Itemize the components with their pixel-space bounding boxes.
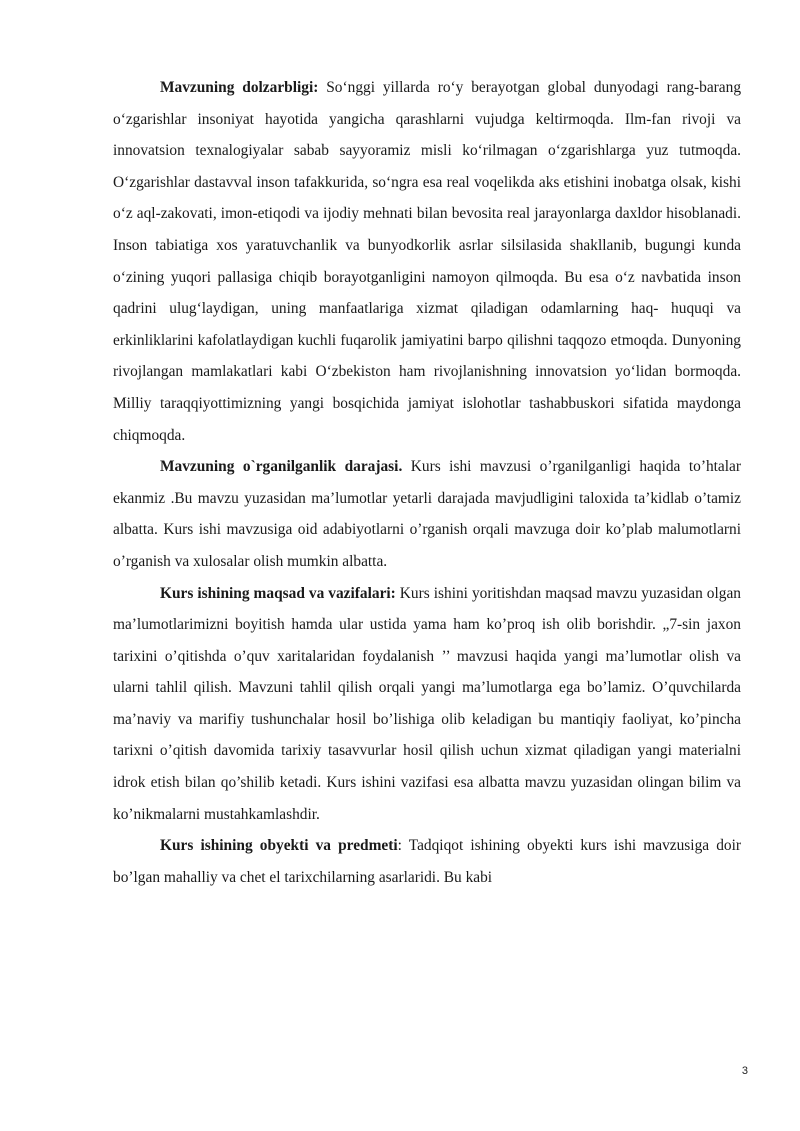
paragraph-text: So‘nggi yillarda ro‘y berayotgan global dunyodagi rang-barang o‘zgarishlar insoniyat hayotida yangicha qarashlarni vujudga keltirmoqda. Ilm-fan rivoji va innovatsion texnalogiyalar sabab sayyoramiz misli ko‘rilmagan o‘zgarishlarga yuz tutmoqda. O‘zgarishlar dastavval inson tafakkurida, so‘ngra esa real voqelikda aks etishini inobatga olsak, kishi o‘z aql-zakovati, imon-etiqodi va ijodiy mehnati bilan bevosita real jarayonlarga daxldor hisoblanadi. Inson tabiatiga xos yaratuvchanlik va bunyodkorlik asrlar silsilasida shakllanib, bugungi kunda o‘zining yuqori pallasiga chiqib borayotganligini namoyon qilmoqda. Bu esa o‘z navbatida inson qadrini ulug‘laydigan, uning manfaatlariga xizmat qiladigan odamlarning haq- huquqi va erkinliklarini kafolatlaydigan kuchli fuqarolik jamiyatini barpo qilishni taqqozo etmoqda. Dunyoning rivojlangan mamlakatlari kabi O‘zbekiston ham rivojlanishning innovatsion yo‘lidan bormoqda. Milliy taraqqiyottimizning yangi bosqichida jamiyat islohotlar tashabbuskori sifatida maydonga chiqmoqda. [113, 79, 742, 444]
paragraph-goals-tasks [113, 578, 741, 831]
paragraph-text: Kurs ishi mavzusi o’rganilganligi haqida to’htalar ekanmiz .Bu mavzu yuzasidan ma’lumotlar yetarli darajada mavjudligini taloxida ta’kidlab o’tamiz albatta. Kurs ishi mavzusiga oid adabiyotlarni o’rganish orqali mavzuga doir ko’plab malumotlarni o’rganish va xulosalar olish mumkin albatta. [113, 458, 741, 570]
paragraph-heading: Mavzuning o`rganilganlik darajasi. [160, 458, 403, 476]
paragraph-heading: Mavzuning dolzarbligi: [160, 79, 319, 96]
paragraph-study-level [113, 451, 741, 577]
paragraph-object-subject [113, 830, 741, 893]
page-number: 3 [741, 1065, 748, 1077]
paragraph-text: Kurs ishini yoritishdan maqsad mavzu yuzasidan olgan ma’lumotlarimizni boyitish hamda ular ustida yama ham ko’proq ish olib borishdir. „7-sin jaxon tarixini o’qitishda o’quv xaritalaridan foydalanish ’’ mavzusi haqida yangi ma’lumotlar olish va ularni tahlil qilish. Mavzuni tahlil qilish orqali yangi ma’lumotlarga ega bo’lamiz. O’quvchilarda ma’naviy va marifiy tushunchalar hosil bo’lishiga olib keladigan bu mantiqiy faoliyat, ko’pincha tarixni o’qitish davomida tarixiy tasavvurlar hosil qilish uchun xizmat qiladigan yangi materialni idrok etish bilan qo’shilib ketadi. Kurs ishini vazifasi esa albatta mavzu yuzasidan olingan bilim va ko’nikmalarni mustahkamlashdir. [113, 584, 741, 823]
paragraph-heading: Kurs ishining obyekti va predmeti [160, 837, 398, 855]
paragraph-heading: Kurs ishining maqsad va vazifalari: [160, 584, 396, 602]
paragraph-text: : Tadqiqot ishining obyekti kurs ishi mavzusiga doir bo’lgan mahalliy va chet el tarixchilarning asarlaridi. Bu kabi [113, 837, 741, 886]
document-body [113, 72, 741, 893]
paragraph-relevance [113, 72, 741, 451]
